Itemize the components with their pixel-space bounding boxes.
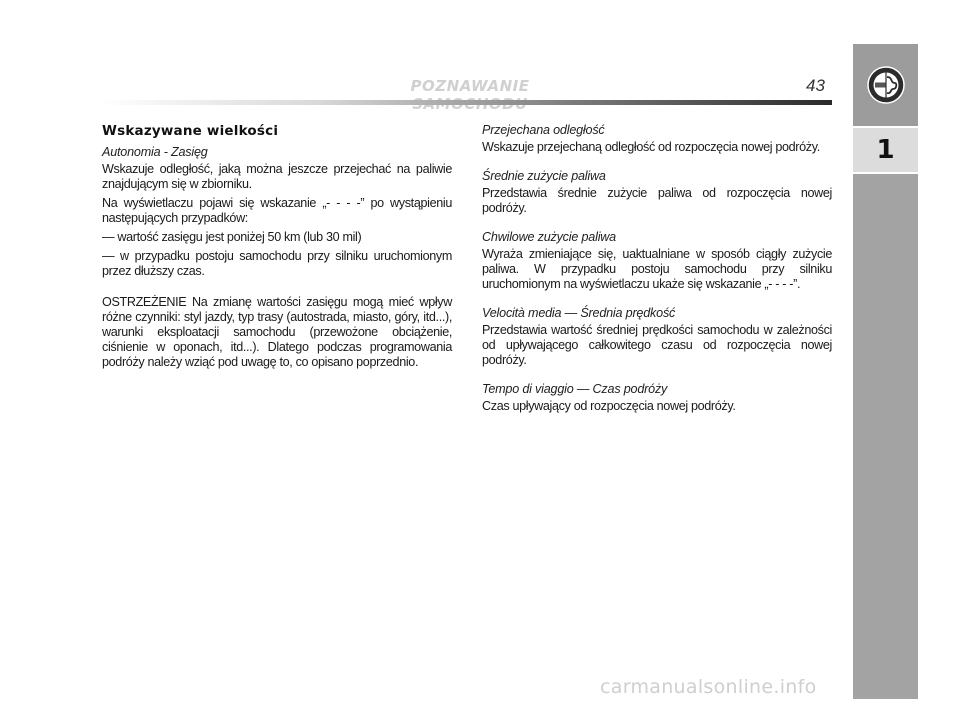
- block-title: Średnie zużycie paliwa: [482, 169, 606, 183]
- info-block-avg-speed: [482, 306, 832, 368]
- chapter-sidebar: [853, 44, 918, 699]
- watermark: carmanualsonline.info: [600, 676, 817, 698]
- section-title: POZNAWANIE: [410, 77, 530, 95]
- list-item: — w przypadku postoju samochodu przy silniku uruchomionym przez dłuższy czas.: [102, 249, 452, 278]
- page-number: 43: [806, 76, 825, 95]
- block-title: Velocità media — Średnia prędkość: [482, 306, 676, 320]
- block-text: Przedstawia wartość średniej prędkości samochodu w zależności od upływającego całkowitego czasu od rozpoczęcia nowej podróży.: [482, 323, 832, 367]
- right-column: [482, 123, 832, 428]
- warning-paragraph: OSTRZEŻENIE Na zmianę wartości zasięgu mogą mieć wpływ różne czynniki: styl jazdy, typ trasy (autostrada, miasto, góry, itd...), warunki eksploatacji samochodu (przewożone obciążenie, ciśnienie w oponach, itd...). Dlatego podczas programowania podróży należy wziąć pod uwagę to, co opisano poprzednio.: [102, 295, 452, 369]
- block-text: Wskazuje przejechaną odległość od rozpoczęcia nowej podróży.: [482, 140, 820, 154]
- section-heading: Wskazywane wielkości: [102, 123, 279, 139]
- alfa-romeo-logo-icon: [866, 65, 906, 105]
- info-block-travel-time: [482, 382, 832, 414]
- paragraph: Na wyświetlaczu pojawi się wskazanie „- - - -” po wystąpieniu następujących przypadków:: [102, 196, 452, 225]
- block-title: Chwilowe zużycie paliwa: [482, 230, 616, 244]
- block-text: Wyraża zmieniające się, uaktualniane w sposób ciągły zużycie paliwa. W przypadku postoju samochodu przy silniku uruchomionym na wyświetlaczu ukaże się wskazanie „- - - -”.: [482, 247, 832, 291]
- paragraph: Wskazuje odległość, jaką można jeszcze przejechać na paliwie znajdującym się w zbiorniku.: [102, 162, 452, 191]
- block-text: Przedstawia średnie zużycie paliwa od rozpoczęcia nowej podróży.: [482, 186, 832, 215]
- block-title: Tempo di viaggio — Czas podróży: [482, 382, 668, 396]
- info-block-avg-consumption: [482, 169, 832, 216]
- info-block-distance: [482, 123, 832, 155]
- block-title: Przejechana odległość: [482, 123, 605, 137]
- list-item: — wartość zasięgu jest poniżej 50 km (lub 30 mil): [102, 230, 362, 244]
- block-text: Czas upływający od rozpoczęcia nowej podróży.: [482, 399, 736, 413]
- left-column: [102, 123, 452, 374]
- info-block-instant-consumption: [482, 230, 832, 292]
- subheading-range: Autonomia - Zasięg: [102, 145, 208, 159]
- header-divider: [100, 100, 832, 105]
- sidebar-logo-area: [853, 44, 918, 128]
- chapter-number: 1: [853, 128, 918, 174]
